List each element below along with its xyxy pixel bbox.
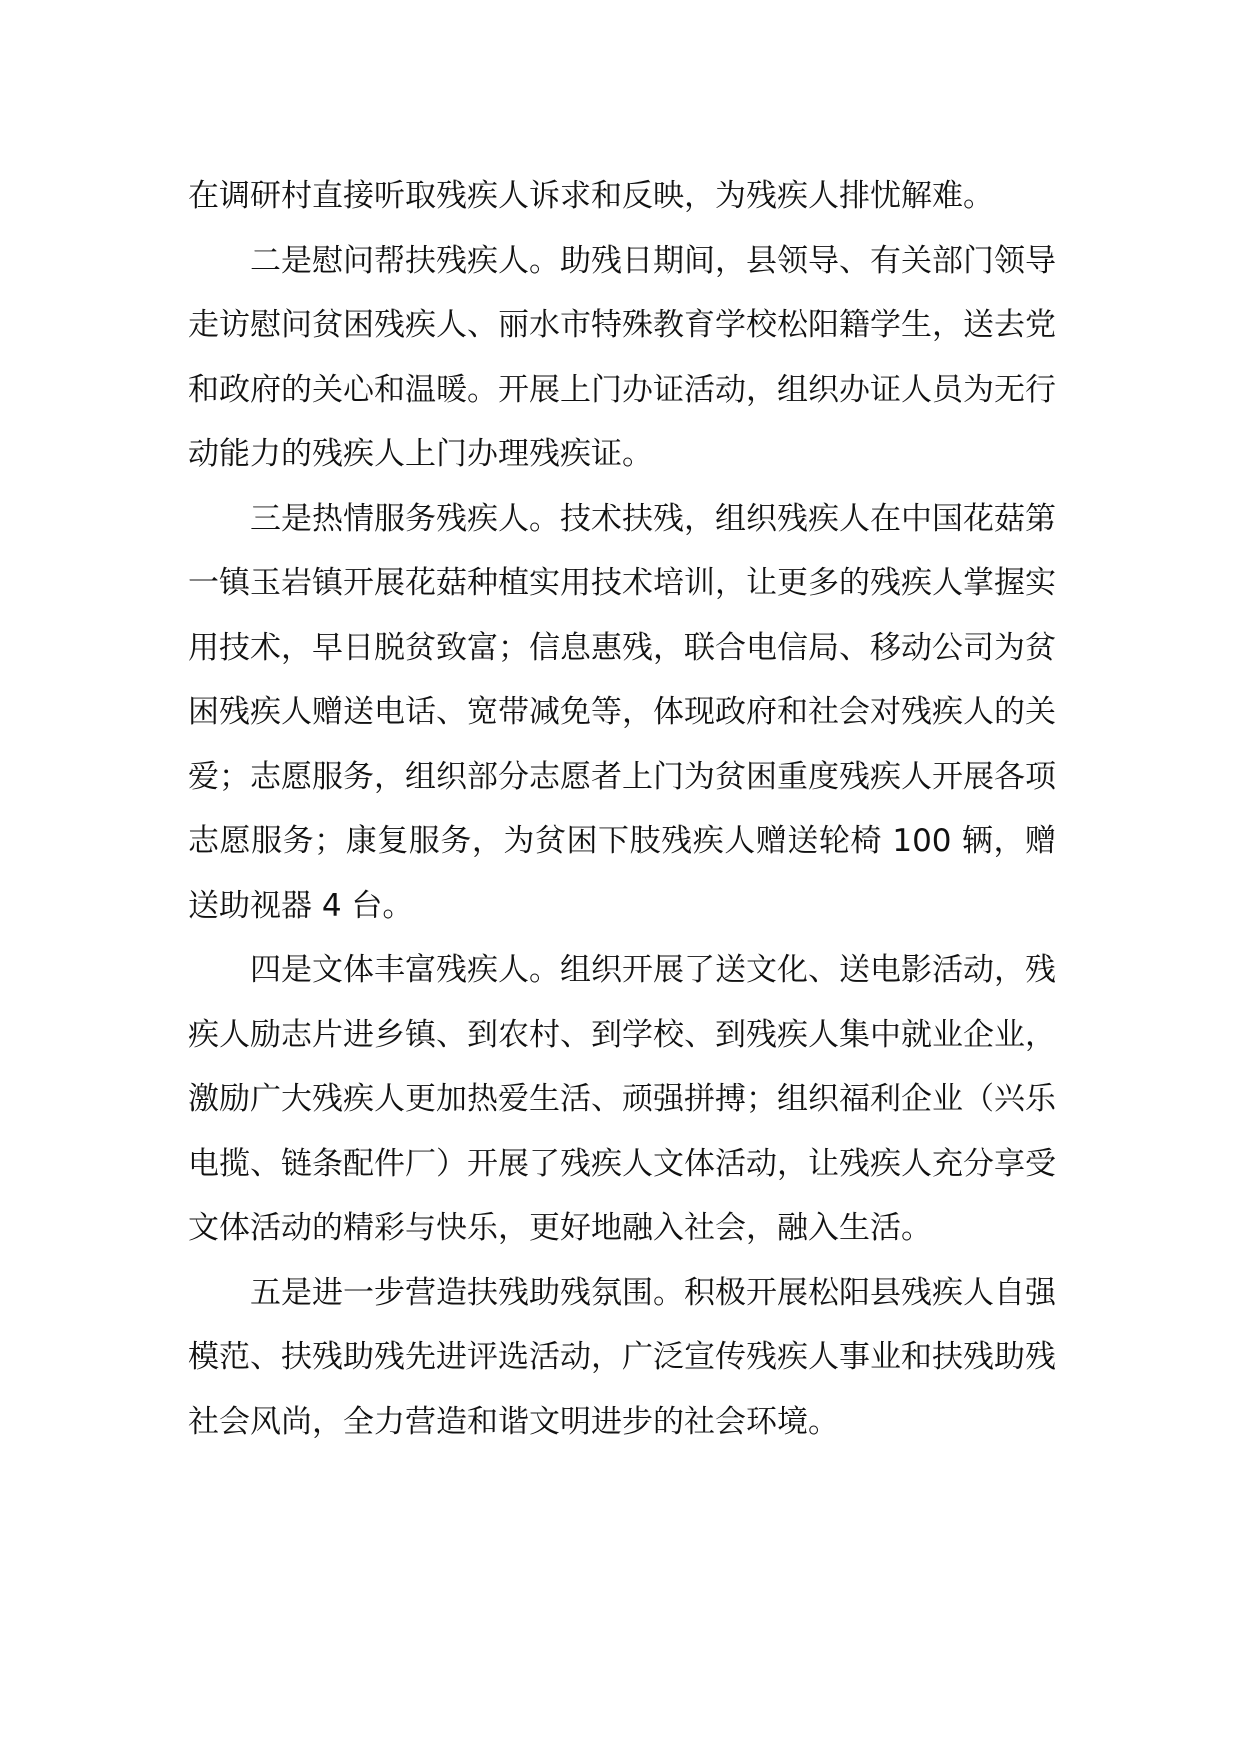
paragraph-visit-support: 二是慰问帮扶残疾人。助残日期间，县领导、有关部门领导走访慰问贫困残疾人、丽水市特殊教育学校松阳籍学生，送去党和政府的关心和温暖。开展上门办证活动，组织办证人员为无行动能力的残疾人上门办理残疾证。 [188, 242, 1056, 472]
paragraph-service: 三是热情服务残疾人。技术扶残，组织残疾人在中国花菇第一镇玉岩镇开展花菇种植实用技术培训，让更多的残疾人掌握实用技术，早日脱贫致富；信息惠残，联合电信局、移动公司为贫困残疾人赠送电话、宽带减免等，体现政府和社会对残疾人的关爱；志愿服务，组织部分志愿者上门为贫困重度残疾人开展各项志愿服务；康复服务，为贫困下肢残疾人赠送轮椅 100 辆，赠送助视器 4 台。 [188, 500, 1056, 924]
document-body [188, 164, 1056, 1454]
paragraph-culture-sports: 四是文体丰富残疾人。组织开展了送文化、送电影活动，残疾人励志片进乡镇、到农村、到学校、到残疾人集中就业企业，激励广大残疾人更加热爱生活、顽强拼搏；组织福利企业（兴乐电揽、链条配件厂）开展了残疾人文体活动，让残疾人充分享受文体活动的精彩与快乐，更好地融入社会，融入生活。 [188, 952, 1056, 1246]
paragraph-continued: 在调研村直接听取残疾人诉求和反映，为残疾人排忧解难。 [188, 178, 994, 214]
paragraph-atmosphere: 五是进一步营造扶残助残氛围。积极开展松阳县残疾人自强模范、扶残助残先进评选活动，广泛宣传残疾人事业和扶残助残社会风尚，全力营造和谐文明进步的社会环境。 [188, 1274, 1056, 1440]
